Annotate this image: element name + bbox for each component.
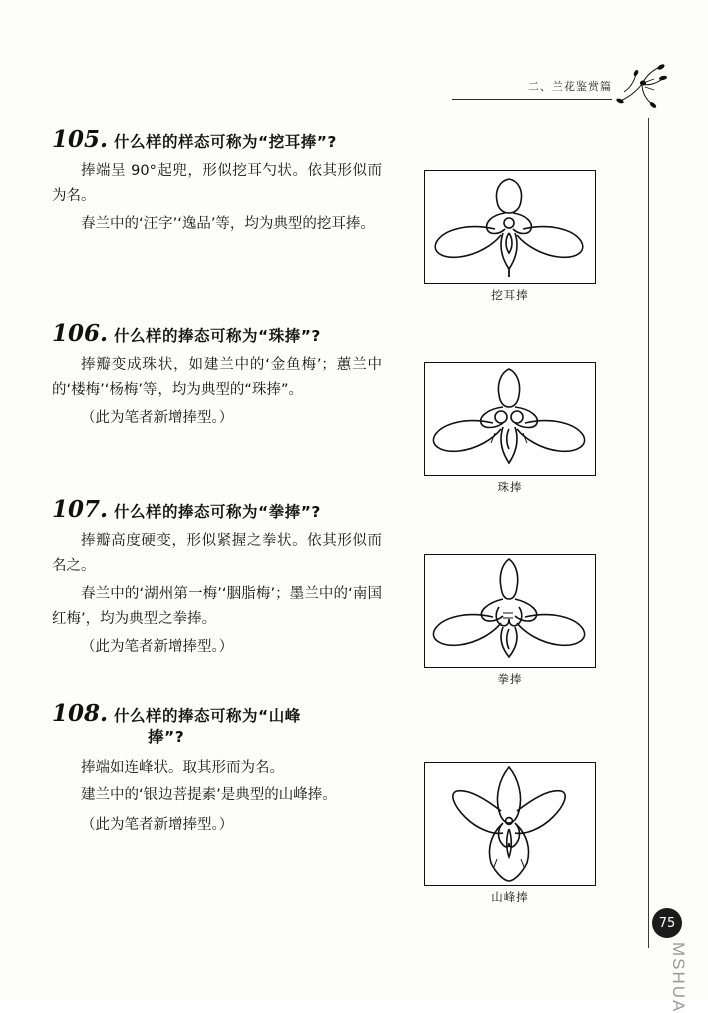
paragraph: 春兰中的‘湖州第一梅’‘胭脂梅’；墨兰中的‘南国红梅’，均为典型之拳捧。 — [52, 585, 382, 628]
paragraph: （此为笔者新增捧型。） — [81, 638, 234, 655]
orchid-sprig-icon — [612, 62, 670, 108]
figure-frame — [424, 362, 596, 476]
question-heading-107 — [52, 496, 632, 523]
paragraph: 捧端呈 90°起兜，形似挖耳勺状。依其形似而为名。 — [52, 163, 382, 205]
question-block-107 — [52, 496, 632, 692]
paragraph: 捧瓣变成珠状，如建兰中的‘金鱼梅’；蕙兰中的‘楼梅’‘杨梅’等，均为典型的“珠捧”。 — [52, 357, 382, 399]
question-title-line2: 捧”? — [148, 727, 185, 746]
question-heading-106 — [52, 320, 632, 347]
margin-rule — [648, 118, 649, 948]
question-body-106 — [52, 353, 382, 431]
figure-105 — [424, 170, 596, 303]
question-number: 108. — [52, 700, 109, 727]
question-block-108 — [52, 700, 632, 904]
figure-108 — [424, 762, 596, 905]
figure-frame — [424, 762, 596, 886]
question-title: 什么样的捧态可称为“珠捧”? — [114, 327, 321, 345]
watermark: MSHUA — [669, 942, 688, 1013]
paragraph: （此为笔者新增捧型。） — [81, 816, 234, 833]
orchid-flower-diagram-earpick-icon — [425, 171, 593, 283]
question-number: 106. — [52, 320, 109, 347]
question-number: 105. — [52, 126, 109, 153]
body-content — [52, 126, 632, 904]
figure-107 — [424, 554, 596, 687]
question-body-105 — [52, 159, 382, 237]
question-body-108 — [52, 756, 382, 838]
paragraph: 春兰中的‘汪字’‘逸品’等，均为典型的挖耳捧。 — [81, 215, 375, 232]
orchid-flower-diagram-fist-icon — [425, 555, 593, 667]
question-heading-105 — [52, 126, 632, 153]
running-header: 二、兰花鉴赏篇 — [528, 80, 612, 93]
paragraph: 捧端如连峰状。取其形而为名。 — [81, 759, 284, 776]
orchid-flower-diagram-bead-icon — [425, 363, 593, 475]
question-heading-108 — [52, 700, 632, 748]
question-title: 什么样的样态可称为“挖耳捧”? — [114, 133, 337, 151]
figure-frame — [424, 170, 596, 284]
paragraph: （此为笔者新增捧型。） — [81, 409, 234, 426]
figure-frame — [424, 554, 596, 668]
question-title: 什么样的捧态可称为“拳捧”? — [114, 503, 321, 521]
question-block-106 — [52, 320, 632, 494]
figure-caption: 拳捧 — [497, 672, 523, 686]
orchid-flower-diagram-peak-icon — [425, 763, 593, 885]
paragraph: 捧瓣高度硬变，形似紧握之拳状。依其形似而名之。 — [52, 533, 382, 575]
page-number: 75 — [652, 908, 682, 938]
figure-caption: 山峰捧 — [491, 890, 529, 904]
question-number: 107. — [52, 496, 109, 523]
question-title-line1: 什么样的捧态可称为“山峰 — [114, 707, 301, 725]
figure-106 — [424, 362, 596, 495]
figure-caption: 珠捧 — [497, 480, 523, 494]
figure-caption: 挖耳捧 — [491, 288, 529, 302]
question-body-107 — [52, 529, 382, 660]
running-header-underline — [452, 99, 612, 100]
paragraph: 建兰中的‘银边菩提素’是典型的山峰捧。 — [81, 787, 337, 804]
question-block-105 — [52, 126, 632, 302]
question-title — [114, 706, 301, 748]
